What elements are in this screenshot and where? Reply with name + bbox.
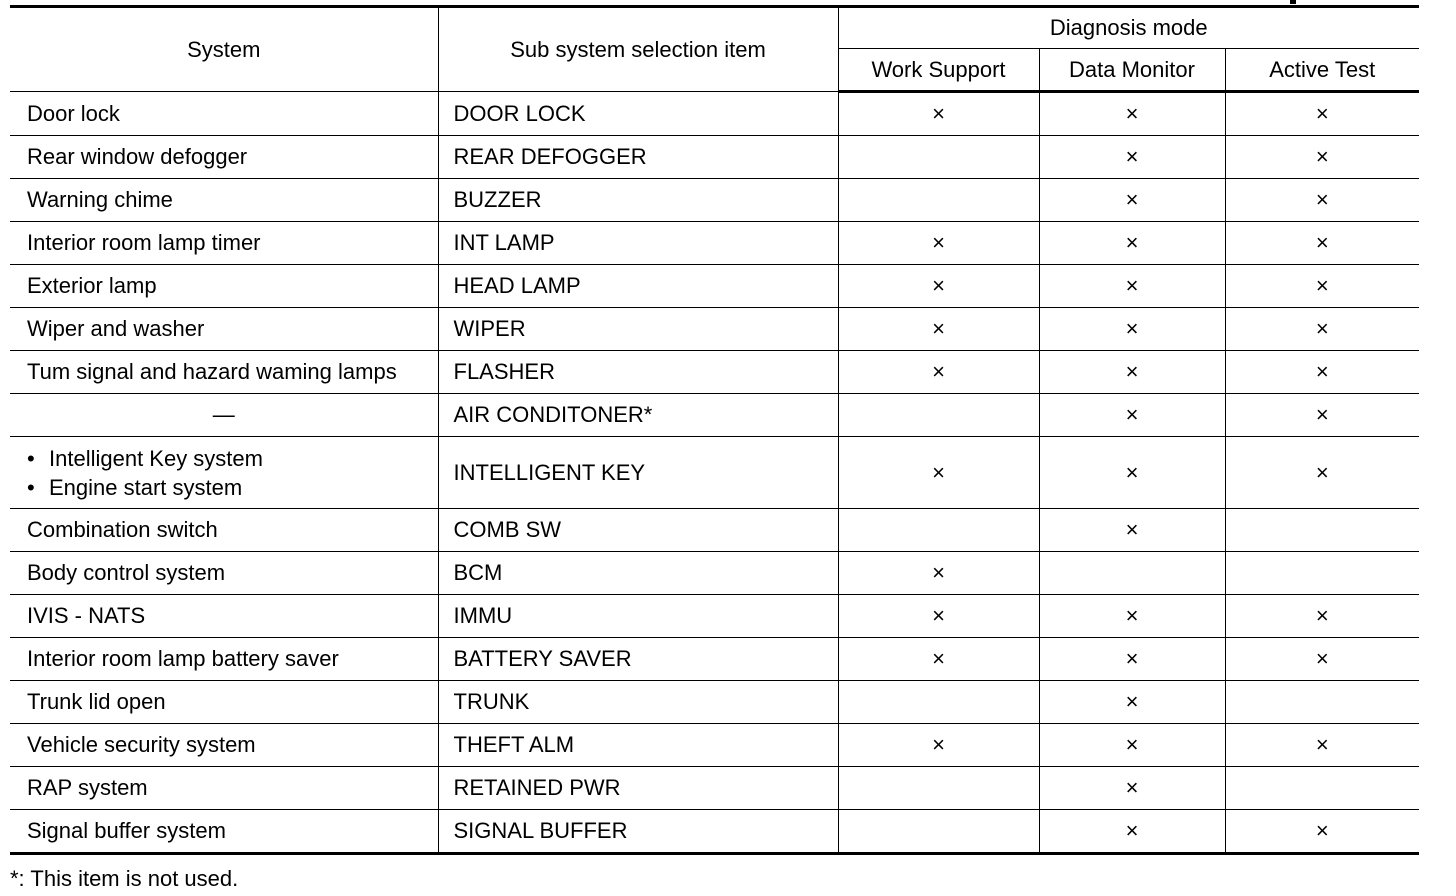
list-item (27, 473, 438, 502)
system-column-header: System (10, 7, 438, 92)
sub-system-cell: INTELLIGENT KEY (438, 437, 838, 509)
list-item-label: Intelligent Key system (49, 445, 263, 471)
system-cell-list (10, 437, 438, 509)
system-cell: Signal buffer system (10, 810, 438, 854)
system-cell: Tum signal and hazard waming lamps (10, 351, 438, 394)
system-cell: Rear window defogger (10, 136, 438, 179)
sub-system-column-header: Sub system selection item (438, 7, 838, 92)
system-cell: Body control system (10, 552, 438, 595)
header-row-top (10, 7, 1419, 49)
footnote: *: This item is not used. (10, 866, 239, 891)
active-test-mark: × (1225, 810, 1419, 854)
sub-system-cell: RETAINED PWR (438, 767, 838, 810)
table-row (10, 351, 1419, 394)
data-monitor-mark: × (1039, 724, 1225, 767)
data-monitor-mark: × (1039, 767, 1225, 810)
data-monitor-mark: × (1039, 308, 1225, 351)
sub-system-cell: SIGNAL BUFFER (438, 810, 838, 854)
bullet-icon: • (27, 445, 35, 471)
list-item-label: Engine start system (49, 474, 243, 500)
data-monitor-mark: × (1039, 179, 1225, 222)
table-row (10, 308, 1419, 351)
sub-system-cell: BCM (438, 552, 838, 595)
system-bullet-list (10, 444, 438, 502)
active-test-mark (1225, 681, 1419, 724)
work-support-mark: × (838, 222, 1039, 265)
diagnosis-mode-table (10, 5, 1419, 855)
work-support-mark (838, 681, 1039, 724)
system-cell: Wiper and washer (10, 308, 438, 351)
active-test-mark: × (1225, 136, 1419, 179)
work-support-mark: × (838, 92, 1039, 136)
data-monitor-mark: × (1039, 222, 1225, 265)
active-test-mark: × (1225, 638, 1419, 681)
work-support-mark: × (838, 351, 1039, 394)
header-corner-tick (1290, 0, 1296, 4)
active-test-mark: × (1225, 437, 1419, 509)
sub-system-cell: REAR DEFOGGER (438, 136, 838, 179)
system-cell: Combination switch (10, 509, 438, 552)
data-monitor-mark (1039, 552, 1225, 595)
system-cell: Interior room lamp timer (10, 222, 438, 265)
active-test-mark: × (1225, 394, 1419, 437)
active-test-mark: × (1225, 595, 1419, 638)
work-support-mark (838, 179, 1039, 222)
table-row (10, 136, 1419, 179)
active-test-mark (1225, 509, 1419, 552)
table-row (10, 552, 1419, 595)
system-cell-dash: — (10, 394, 438, 437)
data-monitor-mark: × (1039, 265, 1225, 308)
active-test-mark: × (1225, 351, 1419, 394)
system-cell: RAP system (10, 767, 438, 810)
system-cell: Trunk lid open (10, 681, 438, 724)
active-test-header: Active Test (1225, 49, 1419, 92)
table-row (10, 92, 1419, 136)
table-row (10, 509, 1419, 552)
work-support-mark: × (838, 724, 1039, 767)
table-row (10, 179, 1419, 222)
table-row (10, 638, 1419, 681)
active-test-mark (1225, 552, 1419, 595)
system-cell: Interior room lamp battery saver (10, 638, 438, 681)
active-test-mark (1225, 767, 1419, 810)
table-row (10, 810, 1419, 854)
system-cell: Door lock (10, 92, 438, 136)
data-monitor-mark: × (1039, 595, 1225, 638)
active-test-mark: × (1225, 92, 1419, 136)
sub-system-cell: THEFT ALM (438, 724, 838, 767)
table-row (10, 437, 1419, 509)
active-test-mark: × (1225, 222, 1419, 265)
work-support-mark: × (838, 437, 1039, 509)
system-cell: Exterior lamp (10, 265, 438, 308)
sub-system-cell: WIPER (438, 308, 838, 351)
sub-system-cell: IMMU (438, 595, 838, 638)
table-row (10, 265, 1419, 308)
active-test-mark: × (1225, 265, 1419, 308)
active-test-mark: × (1225, 308, 1419, 351)
active-test-mark: × (1225, 724, 1419, 767)
work-support-mark: × (838, 638, 1039, 681)
system-cell: IVIS - NATS (10, 595, 438, 638)
system-cell: Warning chime (10, 179, 438, 222)
table-row (10, 724, 1419, 767)
work-support-mark: × (838, 552, 1039, 595)
sub-system-cell: DOOR LOCK (438, 92, 838, 136)
data-monitor-mark: × (1039, 394, 1225, 437)
work-support-mark: × (838, 595, 1039, 638)
table-row (10, 595, 1419, 638)
table-row (10, 681, 1419, 724)
data-monitor-mark: × (1039, 351, 1225, 394)
table-row (10, 767, 1419, 810)
data-monitor-mark: × (1039, 810, 1225, 854)
work-support-mark: × (838, 308, 1039, 351)
data-monitor-mark: × (1039, 92, 1225, 136)
active-test-mark: × (1225, 179, 1419, 222)
data-monitor-mark: × (1039, 681, 1225, 724)
data-monitor-header: Data Monitor (1039, 49, 1225, 92)
data-monitor-mark: × (1039, 638, 1225, 681)
sub-system-cell: COMB SW (438, 509, 838, 552)
work-support-mark (838, 136, 1039, 179)
diagnosis-mode-header: Diagnosis mode (838, 7, 1419, 49)
sub-system-cell: AIR CONDITONER* (438, 394, 838, 437)
sub-system-cell: INT LAMP (438, 222, 838, 265)
data-monitor-mark: × (1039, 509, 1225, 552)
sub-system-cell: BUZZER (438, 179, 838, 222)
sub-system-cell: HEAD LAMP (438, 265, 838, 308)
work-support-header: Work Support (838, 49, 1039, 92)
work-support-mark (838, 394, 1039, 437)
work-support-mark (838, 509, 1039, 552)
work-support-mark (838, 810, 1039, 854)
sub-system-cell: TRUNK (438, 681, 838, 724)
work-support-mark (838, 767, 1039, 810)
data-monitor-mark: × (1039, 136, 1225, 179)
data-monitor-mark: × (1039, 437, 1225, 509)
sub-system-cell: FLASHER (438, 351, 838, 394)
bullet-icon: • (27, 474, 35, 500)
sub-system-cell: BATTERY SAVER (438, 638, 838, 681)
list-item (27, 444, 438, 473)
table-row (10, 222, 1419, 265)
table-row (10, 394, 1419, 437)
system-cell: Vehicle security system (10, 724, 438, 767)
work-support-mark: × (838, 265, 1039, 308)
